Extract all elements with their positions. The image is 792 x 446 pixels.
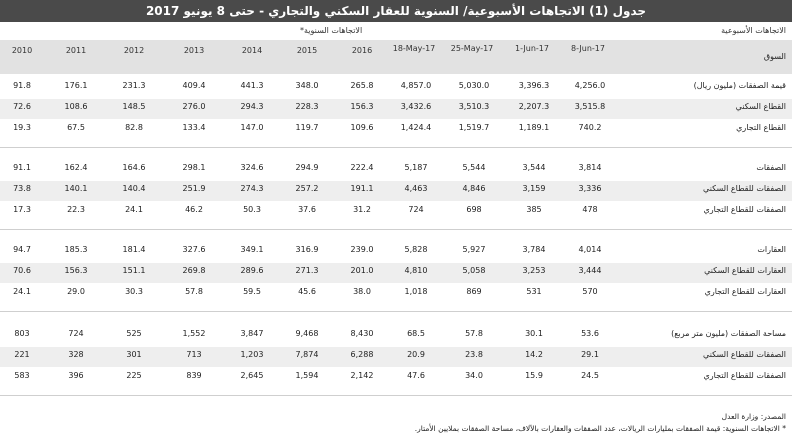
table-cell: 1,424.4: [400, 123, 432, 132]
table-cell: 724: [68, 329, 84, 338]
table-cell: 3,159: [522, 184, 546, 193]
table-cell: 5,828: [404, 245, 428, 254]
table-cell: 478: [582, 205, 598, 214]
table-cell: 5,058: [462, 266, 486, 275]
table-cell: 133.4: [182, 123, 206, 132]
table-cell: 191.1: [350, 184, 374, 193]
row-label: الصفقات للقطاع التجاري: [703, 371, 786, 380]
table-cell: 324.6: [240, 163, 264, 172]
column-header: 1-Jun-17: [515, 44, 549, 53]
table-cell: 9,468: [295, 329, 319, 338]
table-cell: 5,187: [404, 163, 428, 172]
table-cell: 3,444: [578, 266, 602, 275]
row-label: قيمة الصفقات (مليون ريال): [693, 81, 786, 90]
table-cell: 265.8: [350, 81, 374, 90]
table-cell: 109.6: [350, 123, 374, 132]
column-header: 25-May-17: [450, 44, 494, 53]
table-cell: 45.6: [298, 287, 316, 296]
column-header: 8-Jun-17: [571, 44, 605, 53]
table-cell: 15.9: [525, 371, 543, 380]
table-cell: 1,018: [404, 287, 428, 296]
table-cell: 409.4: [182, 81, 206, 90]
table-cell: 239.0: [350, 245, 374, 254]
table-cell: 91.1: [13, 163, 31, 172]
table-cell: 156.3: [350, 102, 374, 111]
table-cell: 3,515.8: [574, 102, 606, 111]
table-row: [0, 347, 792, 367]
table-cell: 140.1: [64, 184, 88, 193]
table-cell: 68.5: [407, 329, 425, 338]
table-cell: 3,510.3: [458, 102, 490, 111]
column-header: 2014: [241, 46, 263, 55]
column-header: 2012: [123, 46, 145, 55]
table-cell: 301: [126, 350, 142, 359]
table-cell: 294.9: [295, 163, 319, 172]
table-cell: 269.8: [182, 266, 206, 275]
table-row: [0, 160, 792, 180]
table-cell: 4,463: [404, 184, 428, 193]
table-cell: 271.3: [295, 266, 319, 275]
table-cell: 3,396.3: [518, 81, 550, 90]
column-header: 2016: [351, 46, 373, 55]
table-cell: 349.1: [240, 245, 264, 254]
table-row: [0, 99, 792, 119]
table-cell: 257.2: [295, 184, 319, 193]
table-cell: 225: [126, 371, 142, 380]
table-row: [0, 242, 792, 262]
table-cell: 17.3: [13, 205, 31, 214]
table-cell: 3,253: [522, 266, 546, 275]
table-cell: 3,784: [522, 245, 546, 254]
definition-note: * الاتجاهات السنوية: قيمة الصفقات بمليارات الريالات، عدد الصفقات والعقارات بالآلاف، مساحة الصفقات بملايين الأمتار.: [414, 424, 786, 433]
table-cell: 839: [186, 371, 202, 380]
table-title: جدول (1) الاتجاهات الأسبوعية/ السنوية للعقار السكني والتجاري - حتى 8 يونيو 2017: [0, 0, 792, 22]
table-cell: 3,544: [522, 163, 546, 172]
table-cell: 294.3: [240, 102, 264, 111]
table-cell: 5,927: [462, 245, 486, 254]
table-cell: 70.6: [13, 266, 31, 275]
table-cell: 2,207.3: [518, 102, 550, 111]
table-cell: 276.0: [182, 102, 206, 111]
table-cell: 4,857.0: [400, 81, 432, 90]
table-cell: 19.3: [13, 123, 31, 132]
table-cell: 328: [68, 350, 84, 359]
table-cell: 37.6: [298, 205, 316, 214]
table-cell: 50.3: [243, 205, 261, 214]
table-cell: 72.6: [13, 102, 31, 111]
table-cell: 724: [408, 205, 424, 214]
table-cell: 385: [526, 205, 542, 214]
table-cell: 181.4: [122, 245, 146, 254]
table-cell: 67.5: [67, 123, 85, 132]
table-row: [0, 78, 792, 98]
table-cell: 5,030.0: [458, 81, 490, 90]
table-cell: 34.0: [465, 371, 483, 380]
column-header: 2011: [65, 46, 87, 55]
table-cell: 53.6: [581, 329, 599, 338]
table-cell: 583: [14, 371, 30, 380]
table-cell: 156.3: [64, 266, 88, 275]
annual-trends-label: الاتجاهات السنوية*: [300, 26, 363, 35]
table-cell: 108.6: [64, 102, 88, 111]
table-cell: 228.3: [295, 102, 319, 111]
table-cell: 1,594: [295, 371, 319, 380]
table-cell: 151.1: [122, 266, 146, 275]
row-label: الصفقات: [756, 163, 786, 172]
table-cell: 1,203: [240, 350, 264, 359]
table-cell: 119.7: [295, 123, 319, 132]
table-cell: 91.8: [13, 81, 31, 90]
table-row: [0, 120, 792, 140]
table-cell: 23.8: [465, 350, 483, 359]
table-cell: 6,288: [350, 350, 374, 359]
table-cell: 46.2: [185, 205, 203, 214]
table-cell: 1,552: [182, 329, 206, 338]
table-cell: 316.9: [295, 245, 319, 254]
table-cell: 185.3: [64, 245, 88, 254]
column-header-row: [0, 40, 792, 74]
row-label: القطاع السكني: [735, 102, 786, 111]
table-cell: 201.0: [350, 266, 374, 275]
table-cell: 298.1: [182, 163, 206, 172]
table-row: [0, 284, 792, 304]
table-cell: 3,432.6: [400, 102, 432, 111]
table-cell: 29.0: [67, 287, 85, 296]
table-cell: 740.2: [578, 123, 602, 132]
table-cell: 57.8: [465, 329, 483, 338]
table-cell: 30.3: [125, 287, 143, 296]
table-row: [0, 181, 792, 201]
table-cell: 3,336: [578, 184, 602, 193]
table-cell: 8,430: [350, 329, 374, 338]
row-label: القطاع التجاري: [736, 123, 786, 132]
table-cell: 2,645: [240, 371, 264, 380]
table-row: [0, 326, 792, 346]
row-label: الصفقات للقطاع السكني: [703, 350, 786, 359]
table-cell: 7,874: [295, 350, 319, 359]
table-cell: 164.6: [122, 163, 146, 172]
row-label: الصفقات للقطاع السكني: [703, 184, 786, 193]
section-divider: [0, 147, 792, 148]
table-cell: 29.1: [581, 350, 599, 359]
table-cell: 4,846: [462, 184, 486, 193]
table-cell: 396: [68, 371, 84, 380]
table-row: [0, 202, 792, 222]
table-cell: 22.3: [67, 205, 85, 214]
weekly-trends-label: الاتجاهات الأسبوعية: [721, 26, 786, 35]
table-cell: 221: [14, 350, 30, 359]
table-row: [0, 263, 792, 283]
column-header: 2013: [183, 46, 205, 55]
table-cell: 30.1: [525, 329, 543, 338]
row-label: الصفقات للقطاع التجاري: [703, 205, 786, 214]
table-cell: 14.2: [525, 350, 543, 359]
table-row: [0, 368, 792, 388]
table-cell: 327.6: [182, 245, 206, 254]
table-cell: 274.3: [240, 184, 264, 193]
table-cell: 24.1: [13, 287, 31, 296]
source-note: المصدر: وزارة العدل: [721, 412, 786, 421]
table-cell: 531: [526, 287, 542, 296]
table-cell: 94.7: [13, 245, 31, 254]
table-cell: 251.9: [182, 184, 206, 193]
table-cell: 38.0: [353, 287, 371, 296]
table-cell: 24.1: [125, 205, 143, 214]
market-label: السوق: [763, 52, 786, 61]
table-cell: 24.5: [581, 371, 599, 380]
row-label: العقارات للقطاع التجاري: [704, 287, 786, 296]
table-cell: 20.9: [407, 350, 425, 359]
table-cell: 176.1: [64, 81, 88, 90]
table-cell: 441.3: [240, 81, 264, 90]
table-cell: 803: [14, 329, 30, 338]
table-cell: 869: [466, 287, 482, 296]
row-label: العقارات للقطاع السكني: [704, 266, 786, 275]
table-cell: 1,519.7: [458, 123, 490, 132]
table-cell: 713: [186, 350, 202, 359]
column-header: 2010: [11, 46, 33, 55]
table-cell: 231.3: [122, 81, 146, 90]
header-group-row: [0, 22, 792, 40]
table-cell: 148.5: [122, 102, 146, 111]
section-divider: [0, 311, 792, 312]
table-cell: 4,810: [404, 266, 428, 275]
table-cell: 47.6: [407, 371, 425, 380]
column-header: 2015: [296, 46, 318, 55]
table-cell: 82.8: [125, 123, 143, 132]
section-divider: [0, 395, 792, 396]
table-cell: 525: [126, 329, 142, 338]
table-cell: 3,814: [578, 163, 602, 172]
table-cell: 31.2: [353, 205, 371, 214]
table-cell: 348.0: [295, 81, 319, 90]
section-divider: [0, 229, 792, 230]
table-cell: 2,142: [350, 371, 374, 380]
table-cell: 1,189.1: [518, 123, 550, 132]
table-cell: 140.4: [122, 184, 146, 193]
table-cell: 4,256.0: [574, 81, 606, 90]
table-cell: 222.4: [350, 163, 374, 172]
table-cell: 4,014: [578, 245, 602, 254]
table-cell: 289.6: [240, 266, 264, 275]
table-cell: 57.8: [185, 287, 203, 296]
table-cell: 698: [466, 205, 482, 214]
table-cell: 570: [582, 287, 598, 296]
row-label: مساحة الصفقات (مليون متر مربع): [671, 329, 786, 338]
table-cell: 73.8: [13, 184, 31, 193]
table-cell: 147.0: [240, 123, 264, 132]
table-cell: 59.5: [243, 287, 261, 296]
table-cell: 162.4: [64, 163, 88, 172]
table-cell: 5,544: [462, 163, 486, 172]
row-label: العقارات: [757, 245, 786, 254]
column-header: 18-May-17: [392, 44, 436, 53]
table-cell: 3,847: [240, 329, 264, 338]
